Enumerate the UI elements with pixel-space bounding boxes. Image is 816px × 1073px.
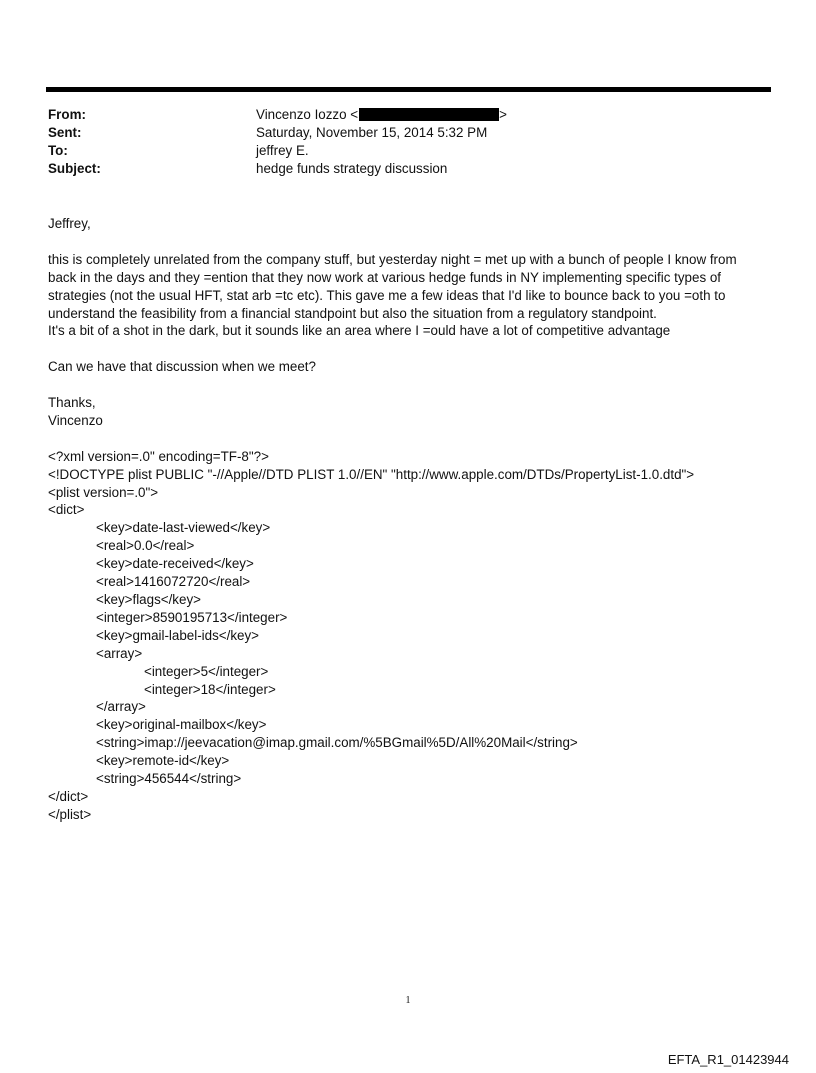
page-number: 1	[405, 995, 411, 1006]
plist-line: <integer>5</integer>	[144, 663, 269, 679]
plist-line: <string>imap://jeevacation@imap.gmail.com/%5BGmail%5D/All%20Mail</string>	[96, 735, 578, 751]
from-name: Vincenzo Iozzo <	[256, 107, 359, 122]
sent-row	[48, 124, 507, 142]
to-value: jeffrey E.	[256, 143, 309, 158]
plist-line: </dict>	[48, 788, 89, 804]
sent-value: Saturday, November 15, 2014 5:32 PM	[256, 125, 488, 140]
plist-line: <integer>8590195713</integer>	[96, 609, 288, 625]
subject-label: Subject:	[48, 161, 101, 176]
plist-line: <array>	[96, 645, 143, 661]
plist-line: <integer>18</integer>	[144, 681, 276, 697]
to-label: To:	[48, 143, 68, 158]
plist-line: <string>456544</string>	[96, 771, 242, 787]
document-id: EFTA_R1_01423944	[667, 1052, 789, 1067]
plist-line: <!DOCTYPE plist PUBLIC "-//Apple//DTD PLIST 1.0//EN" "http://www.apple.com/DTDs/PropertyList-1.0.dtd">	[48, 466, 695, 482]
subject-value: hedge funds strategy discussion	[256, 161, 448, 176]
email-body	[48, 215, 772, 824]
plist-line: <?xml version=.0" encoding=TF-8"?>	[48, 448, 269, 464]
top-divider	[46, 87, 771, 92]
signature: Vincenzo	[48, 412, 103, 428]
paragraph-line: It's a bit of a shot in the dark, but it sounds like an area where I =ould have a lot of competitive advantage	[48, 323, 671, 339]
plist-line: </plist>	[48, 806, 92, 822]
plist-line: <key>flags</key>	[96, 591, 201, 607]
plist-line: </array>	[96, 699, 146, 715]
from-row	[48, 106, 507, 124]
plist-line: <key>date-last-viewed</key>	[96, 520, 271, 536]
paragraph-line: back in the days and they =ention that they now work at various hedge funds in NY implementing specific types of	[48, 269, 722, 285]
plist-line: <dict>	[48, 502, 85, 518]
from-close: >	[499, 107, 507, 122]
greeting: Jeffrey,	[48, 216, 91, 231]
from-label: From:	[48, 107, 86, 122]
plist-line: <key>remote-id</key>	[96, 753, 230, 769]
sent-label: Sent:	[48, 125, 82, 140]
plist-line: <key>original-mailbox</key>	[96, 717, 267, 733]
plist-line: <key>date-received</key>	[96, 556, 254, 572]
question: Can we have that discussion when we meet?	[48, 359, 316, 375]
plist-line: <plist version=.0">	[48, 484, 159, 500]
email-header	[48, 106, 507, 178]
paragraph-line: understand the feasibility from a financial standpoint but also the situation from a regulatory standpoint.	[48, 305, 657, 321]
paragraph-line: strategies (not the usual HFT, stat arb =tc etc). This gave me a few ideas that I'd like to bounce back to you =oth to	[48, 287, 726, 303]
plist-line: <real>0.0</real>	[96, 538, 195, 554]
to-row	[48, 142, 507, 160]
closing: Thanks,	[48, 395, 96, 411]
plist-line: <key>gmail-label-ids</key>	[96, 627, 260, 643]
subject-row	[48, 160, 507, 178]
from-value	[256, 106, 507, 124]
redaction-block	[359, 108, 499, 121]
paragraph-line: this is completely unrelated from the company stuff, but yesterday night = met up with a bunch of people I know from	[48, 251, 737, 267]
plist-line: <real>1416072720</real>	[96, 574, 251, 590]
